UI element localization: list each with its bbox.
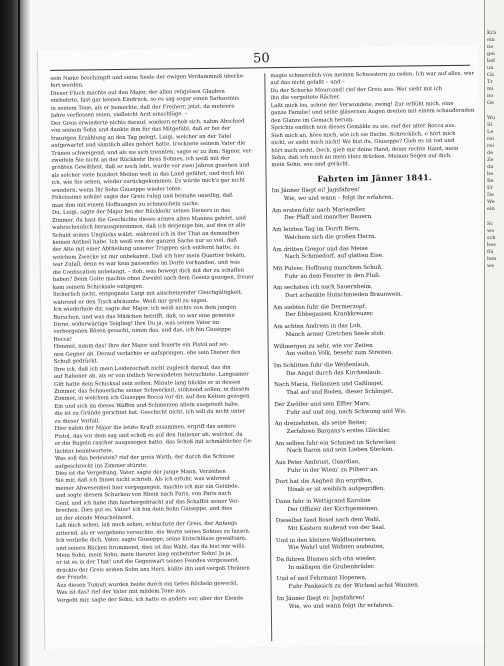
- next-page-edge: [484, 0, 504, 666]
- next-page-fragment: rei: [487, 143, 494, 149]
- text-line: die Confiscation anbelangt, – doh, was bewegt dich mit der zu schaffen: [52, 267, 245, 276]
- binding-crease: [18, 0, 20, 666]
- poem-verse: Am letzten Tag im Dorrft Bern,: [272, 226, 361, 234]
- poem-verse: Mit Pulver, Hoffnung manchem Schuß,: [272, 264, 383, 273]
- text-line: Ich wiederhole dir, sagte der Major, ich weiß nichts von dem jungen: [53, 304, 237, 313]
- poem-verse: Fuhr an dem Fenster in den Fluß.: [284, 272, 381, 280]
- text-line: größten Gewißheit, daß er noch lebt, wurde vor zwei Jahren gesehen und: [51, 162, 250, 172]
- next-page-fragment: Gä: [487, 72, 494, 78]
- text-line: zu dieser Vorfall.: [54, 418, 101, 425]
- poem-verse: Dann fuhr in Wettigrand Karoline: [275, 497, 371, 505]
- text-line: Genf, und ich habe ihm hierhergebracht auf das Schaffot seiner Ver-: [55, 498, 240, 507]
- page-number: 50: [253, 51, 270, 67]
- poem-title: Fahrten im Jänner 1841.: [317, 172, 432, 184]
- text-line: haben? Beim Gotte machte ohne Zweifel nach dem Gesetz gezogen, freuer: [52, 274, 254, 284]
- text-line: drückte der Greis seinen Sohn ans Herz, küßte ihn und vergoß Thränen: [56, 565, 250, 574]
- poem-stanza: [272, 225, 478, 243]
- text-line: Was soll das bedeuten? rief der greis Wirth, der durch die Schüsse: [54, 453, 235, 462]
- next-page-fragment: Be: [487, 178, 494, 184]
- next-page-fragment: Er: [487, 185, 494, 191]
- poem-stanza: [275, 458, 481, 476]
- poem-stanza: [273, 283, 479, 301]
- poem-stanza: [274, 399, 480, 417]
- next-page-fragment: bes: [487, 242, 496, 248]
- poem-stanza: [276, 496, 482, 514]
- next-page-fragment: St: [487, 122, 493, 128]
- text-line: Tränen schweigend, und als sie sich trennten, sagte er zu ihm: Signor, ver-: [51, 147, 253, 157]
- poem-verse: Am dritten Gregor und das Meise: [272, 245, 368, 253]
- next-page-fragment: De: [487, 192, 494, 198]
- text-line: Laßt mich los, schrie der Verwundete, zwing! Zur erflüht mich, eine: [270, 100, 454, 109]
- left-column: [50, 73, 266, 605]
- text-line: Jahre verflossen seien, vielleicht Arzt einschlüge. –: [50, 111, 188, 120]
- poem-verse: Im Jänner fliegt ei: Jagsfahren!: [276, 594, 365, 602]
- text-line: nicht, er sieht mich nicht! Wo bist du, Giuseppe? Gieb es ist tod und: [271, 137, 455, 147]
- text-line: Rocca!: [53, 336, 72, 343]
- text-line: in seinem Tone, als er bemerkte, daß der Freiherr, jetzt, da mehrere: [50, 103, 235, 112]
- poem-verse: Der Offizier der Kirchgemeinen.: [287, 505, 380, 513]
- poem-verse: Die Angst durch das Kirchenlaub.: [285, 369, 382, 377]
- text-line: Sprichts endlich nun dieses Gemälde zu sie, rief der alter Rocca aus.: [270, 123, 457, 132]
- next-page-fragment: Krä: [487, 30, 497, 36]
- text-line: Dieser Fluch machte auf den Major, der allen religiösen Glauben: [50, 88, 225, 97]
- poem-verse: Da führen Blumen sich ohn wieder,: [276, 555, 377, 564]
- text-line: Was ist das? rief der Vater mit mildem Tone aus.: [56, 588, 187, 597]
- next-page-fragment: rei: [487, 136, 494, 142]
- poem-stanza: [276, 574, 482, 592]
- text-line: keinen Antheil habe. Ich weiß von der ganzen Sache nur so viel, daß: [52, 237, 237, 246]
- text-line: Schuß gedrückt.: [53, 358, 99, 366]
- text-line: verborgenen Bösen gesucht, nimm das, und das, ich bin Giuseppe: [53, 327, 232, 336]
- next-page-fragment: Le: [487, 129, 494, 135]
- text-line: aufgeschreckt ins Zimmer stürzte.: [55, 462, 148, 470]
- text-line: sein Name beschimpft und seine Seele der ewigen Verdammniß überlie-: [50, 73, 245, 82]
- poem-stanza: [276, 535, 482, 553]
- text-line: und seinen Rücken brummend, dies ist das Wahl, das du bist mir wills.: [56, 543, 247, 552]
- poem-stanza: [275, 438, 481, 456]
- next-page-fragment: ein: [487, 37, 495, 43]
- text-line: von seinem Sohn und dankte ihm für das Mitgefühl, daß er bei der: [50, 125, 231, 135]
- poem-stanza: [277, 593, 483, 611]
- poem-verse: Manch armer Gretchen Seele stob.: [285, 330, 386, 338]
- text-line: Du, Luigi, sagte der Major bei der Rückkehr seines Dieners in das: [51, 207, 231, 216]
- text-line: Dirne, widerwärtige Teigling! Ihre Du ja, was seinen Vater im: [53, 319, 220, 328]
- text-line: man ihm mit einem Hoffnungen zu schmeicheln suche.: [51, 200, 200, 209]
- poem-verse: Dort schenkte Hutschmieden Braunwein.: [284, 291, 403, 300]
- next-page-fragment: da: [487, 164, 494, 170]
- text-line: traurigen Erzählung an den Tag gelegt. Luigi, welcher an der Tafel: [51, 133, 232, 142]
- text-line: Schuld seines Unglücks wälzt, während ich in der That an demselben: [52, 230, 240, 239]
- text-line: zweifeln Sie nicht an der Rückkehr Ihres Sohnes, ich weiß mit der: [51, 155, 230, 164]
- text-line: Zimmer, das Schauerliche seiner Schwerkeit, stöhnend sollen, in diesem: [54, 386, 250, 395]
- text-line: Du der Schurke Mourcand! rief der Greis aus. Wer sieht mit ich: [270, 85, 443, 95]
- next-page-fragment: sch: [487, 235, 496, 241]
- text-line: entbehrte, fast gar keinen Eindruck, so es sag sogar einen Sarkasmus: [50, 95, 240, 105]
- text-line: Pistol, das vor dem sag und schoß es auf den Italiener ab, welcher, da: [54, 431, 243, 440]
- text-line: ist der elende Meuchelmord.: [55, 514, 134, 522]
- next-page-fragment: we: [487, 263, 495, 269]
- text-line: den Glanze im Gemach herum.: [270, 116, 354, 124]
- poem-verse: Der Zwölfer und sein Elfter Mars,: [274, 400, 371, 408]
- text-line: Zimmer, du hast die Geschichte dieses armen alten Mannes gehört, und: [52, 215, 246, 224]
- next-page-fragment: Wu: [487, 115, 496, 121]
- next-page-fragment: Ze: [487, 157, 494, 163]
- poem-body: [272, 186, 483, 611]
- text-line: aufgewartet und sämtlich alles gehört hatte, trocknete seinem Vater die: [51, 140, 246, 149]
- poem-stanza: [275, 477, 481, 495]
- poem-stanza: [275, 419, 481, 437]
- poem-stanza: [273, 302, 479, 320]
- poem-verse: Im Jänner fliegt ei! Jagsfahren!: [271, 187, 361, 195]
- next-page-fragment: un: [487, 65, 494, 71]
- poem-verse: Thal auf und Boden, dieser Schlinget.: [286, 388, 394, 397]
- poem-verse: Wie, wo und wann – folgt ihr erfahren.: [283, 194, 394, 203]
- text-line: Dies ist die Vergeltung, Vater, sagte der junge Mann. Verzeihen: [55, 468, 226, 477]
- text-line: mein Sohn, wie sind gerächt.: [271, 161, 350, 169]
- poem-verse: Welchem sich die großen Herrn.: [284, 233, 377, 241]
- text-line: Sie mir, daß ich Ihnen nicht schrieb. Als ich erfuhr, was während: [55, 476, 230, 485]
- poem-stanza: [272, 186, 478, 204]
- text-line: war Zufall, denn es war kein passendes im Dorfe vorhanden, und was: [52, 259, 241, 269]
- poem-verse: Willmergen zu sehr, wie vor Zeiten: [273, 342, 373, 350]
- poem-verse: Am ersten fuhr nach Mariazeller,: [271, 206, 366, 214]
- text-line: meiner Abwesenheit hier vorgegangen, machte ich mir ein Gelübde,: [55, 483, 240, 492]
- text-line: nen Gegner ab. Derauf verlachte er aufspringen, ehe sein Diener den: [53, 349, 241, 358]
- text-line: Sicherlich nicht, entgegnete Luigi mit anscheinender Gleichgültigkeit,: [52, 289, 243, 298]
- poem-verse: In mäßigen die Grubenbrüder.: [288, 563, 375, 571]
- next-page-fragment: ein: [487, 206, 495, 212]
- poem-verse: Fuhr Pankesich zu der Wichsel achst Wannen.: [288, 582, 420, 591]
- poem-verse: Fuhr in der Wiem' zu Pilberr an.: [287, 466, 380, 474]
- poem-verse: Mit Kastern mußend von der Saal.: [287, 524, 386, 532]
- text-line: Hier nahm der Major die letzte Kraft zusammen, ergriff das andere: [54, 423, 236, 433]
- next-page-fragment: be: [487, 171, 494, 177]
- text-line: er die Rugeln rascher ausgezogen hatte, das Schoß mit schmählicher Ge-: [54, 438, 253, 448]
- poem-verse: Nach Baron und sein Lieben Stecken.: [286, 447, 395, 455]
- poem-verse: Der Ebbegassen Krankkreuzer.: [285, 311, 374, 319]
- next-page-fragment: ne: [487, 44, 494, 50]
- next-page-fragment: wo: [487, 228, 495, 234]
- text-line: Burschen, und was das Mädchen betrifft, daß, so war eine gemeine: [53, 312, 235, 321]
- text-line: der Freude.: [56, 574, 89, 582]
- text-line: lächter beantwortete.: [54, 447, 114, 455]
- book-page: [38, 45, 485, 650]
- text-line: die ist zu Gründe gerichtet hat. Geschicht nicht, ich will du nicht unter: [54, 408, 246, 418]
- poem-verse: Der Pfaff und mancher Bauern.: [284, 214, 373, 222]
- text-line: wundern, wenn Ihr Sohn Giuseppe wieder lebte.: [51, 186, 183, 194]
- poem-stanza: [274, 380, 480, 398]
- next-page-fragment: gei: [487, 51, 495, 57]
- poem-verse: Am siebten fuhr die Dermerzopf,: [273, 303, 367, 311]
- poem-stanza: [274, 361, 480, 379]
- poem-verse: Dieselbst fand Bosel nach dem Wahl,: [275, 517, 381, 525]
- text-line: Aus diesen Tumult wurden beide durch ein tiefes Röcheln geweckt.: [56, 580, 239, 589]
- poem-verse: Am achten Andreas in das Lob,: [273, 323, 362, 331]
- poem-verse: Wie Wahrl und Wahnen andeuten,: [288, 544, 385, 552]
- text-line: auf Italiener ab, als er von tödlich Verwundeten betrachtete. Langsamer: [53, 371, 249, 380]
- poem-verse: Im Schlitten fuhr die Weißenlaub,: [273, 361, 370, 370]
- text-line: Sieh mich an, höre mich, wie ich sie fluche. Schrecklich, o hört mich: [271, 130, 456, 139]
- poem-verse: Aus Peter Ambrust, Guardian,: [275, 459, 361, 467]
- text-line: während er den Tisch abräumte. Weiß mir grell zu sagen.: [53, 297, 209, 306]
- text-line: wahrscheinlich herausgenommen, daß ich derjenige bin, auf den er alle: [52, 222, 246, 231]
- poem-verse: Nach Maria, Hellanzen und Gaßlinget,: [274, 381, 384, 389]
- text-line: ich, wie Sie sehen, wieder zurückgekommen. Es würde mich's gar nicht: [51, 177, 246, 187]
- text-line: Ihre ich, daß ich mein Leidenschaft nicht zugleich darauf, das ihn: [53, 364, 231, 373]
- next-page-fragment: Ge: [487, 100, 494, 106]
- poem-verse: Nach Schmiedorf, auf glatten Eise.: [284, 253, 384, 261]
- text-line: Vergebt mir, sagte der Sohn, ich hatte es anders vor, aber der Elende: [56, 595, 244, 604]
- text-line: Mein Sohn, mein Sohn, mein theurer lang entbehrter Sohn! Ja ja,: [56, 550, 233, 559]
- text-line: Zimmer, in welchem ich Giuseppe Rocca vor dir, auf den Ketten gezogen: [54, 393, 250, 403]
- next-page-fragment: We: [487, 199, 495, 205]
- text-line: Der Greis erwiederte nichts darauf, sondern erhob sich, nahm Abschied: [50, 118, 245, 127]
- poem-verse: Hinab er ist weiblich aufgegriffen.: [287, 485, 386, 494]
- text-line: der Alte mit einer Abtheilung unserer Truppen sich entfernt hatte, zu: [52, 244, 240, 254]
- poem-verse: Am sechsten ich nach Sauernheim,: [272, 284, 373, 292]
- poem-verse: Und ef und Fehrmant Hopenen,: [276, 575, 367, 583]
- text-line: welchem Zwecke ist mir unbekannt. Daß ich hier mein Quartier bekam,: [52, 252, 246, 261]
- next-page-fragment: de: [487, 150, 494, 156]
- next-page-fragment: Tr: [487, 79, 493, 85]
- text-line: und sogte diesem Schurken von Rhein nach Paris, von Paris nach: [55, 491, 232, 500]
- text-line: Himmel, nimm das! Ihre der Major und feuerte ein Pistol auf sei-: [53, 342, 229, 351]
- poem-verse: An dreizehnten, als seine Reiter,: [274, 420, 367, 428]
- poem-stanza: [272, 205, 478, 223]
- right-column-prose: [270, 71, 477, 170]
- poem-stanza: [276, 516, 482, 534]
- poem-verse: Am vielten Volk, besehr zum Streiten.: [285, 349, 394, 358]
- poem-verse: Dort hat die Angheit ihn ergriffen,: [275, 478, 373, 486]
- text-line: kam seinem Schicksale entgegen.: [52, 283, 144, 291]
- poem-stanza: [276, 555, 482, 573]
- text-line: er ist es in der That! und die Gegenwart seines Feindes vergessend,: [56, 558, 240, 567]
- poem-verse: Am selben fuhr ein Schmied im Schrecken: [274, 439, 396, 447]
- poem-verse: Fuhr auf und zog, nach Schwung und Wis.: [286, 408, 407, 416]
- right-column: [270, 71, 483, 616]
- next-page-fragment: bef: [487, 58, 496, 64]
- text-line: fert werden.: [50, 82, 84, 90]
- poem-stanza: [274, 341, 480, 359]
- poem-stanza: [272, 244, 478, 262]
- text-line: hört mich nicht. Doch, gieb mir deine Hand, deine rechte Hand, mein: [271, 145, 459, 154]
- text-line: magte schmerzlich von meinen Schwestern zu reden. Ich war auf alles, wer: [270, 70, 475, 80]
- next-page-fragment: Sc: [487, 221, 494, 227]
- text-line: ihn die vergeltete Rächer.: [270, 94, 341, 102]
- text-line: als solcher viele hundert Meilen weit in das Land geführt, und doch bin: [51, 170, 245, 179]
- text-line: Felicissimo nobile! sagte der Greis ruhig und beinahe unwillig, daß: [51, 192, 233, 202]
- text-line: Ein und sich im dieses Waffen und Schmerzen allem ausgeteilt habe,: [54, 401, 240, 410]
- text-line: Gift hatte dein Schicksal sein sollen, Minute lang blickte er in dessen: [54, 379, 241, 388]
- poem-stanza: [273, 322, 479, 340]
- text-line: ganze Familie! und seine gläsernen Augen dreiten mit einem schaudernden: [270, 107, 475, 117]
- poem-verse: Zerfahren Bargans's erstes Glöckler.: [286, 427, 391, 435]
- poem-verse: Wie, wo und wann folgt ihr erfahren.: [288, 602, 394, 610]
- text-line: brechen. Dies gut es. Vater! ich bin dein Sohn Giuseppe, und dies: [55, 505, 233, 515]
- text-line: auf das nicht gefaßt – und –: [270, 79, 345, 87]
- text-line: Laß mich sehen, laß mich sehen, schluchzte der Greis, der Anfangs: [55, 520, 238, 530]
- book-binding: [0, 0, 30, 666]
- text-line: Ich verließe dich, Vater, sagte Giuseppe, seine Entschlüsse gewaltsam,: [55, 535, 247, 544]
- next-page-fragment: mi: [487, 86, 494, 92]
- next-page-fragment: flü: [487, 249, 494, 255]
- next-page-fragment: no: [487, 93, 494, 99]
- text-line: Sohn, daß ich mich an mein Herz drücken. Meinen Segen auf dich,: [271, 152, 452, 162]
- next-page-fragment: ben: [487, 256, 497, 262]
- poem-verse: Und in den kleinen Waldbauternen,: [275, 536, 377, 544]
- text-line: zitternd, als er vergebens versuchte, die Worte seines Sohnes zu fassen.: [55, 528, 251, 537]
- poem-stanza: [273, 264, 479, 282]
